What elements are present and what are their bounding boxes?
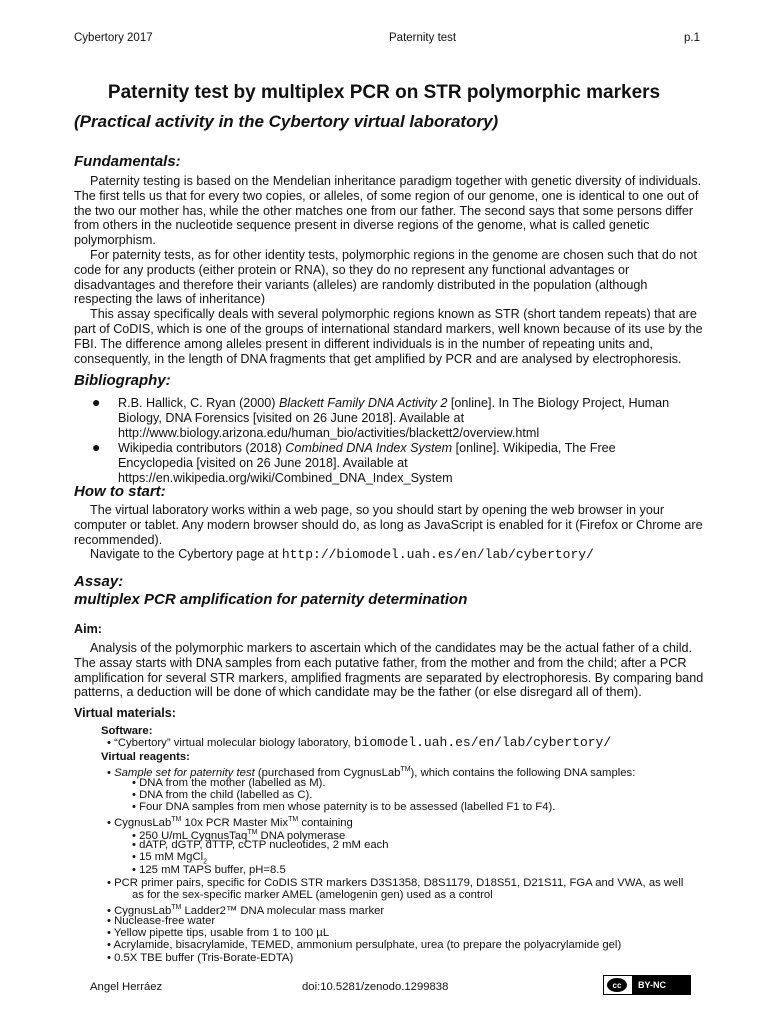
page-subtitle: (Practical activity in the Cybertory virtual laboratory) <box>74 112 499 131</box>
header-left: Cybertory 2017 <box>74 32 153 44</box>
master-mix-taps-buffer: • 125 mM TAPS buffer, pH=8.5 <box>132 864 286 876</box>
reagent-primer-pairs-line2: as for the sex-specific marker AMEL (amelogenin gen) used as a control <box>132 889 493 901</box>
sample-child: • DNA from the child (labelled as C). <box>132 789 313 801</box>
bibliography-item-2: ● Wikipedia contributors (2018) Combined DNA Index System [online]. Wikipedia, The Free Encyclopedia [visited on 26 June 2018]. Available at https://en.wikipedia.org/wiki/Combined_DNA_Index_System <box>92 439 616 485</box>
cybertory-url-link[interactable]: http://biomodel.uah.es/en/lab/cybertory/ <box>281 547 594 563</box>
fundamentals-paragraph-2: For paternity tests, as for other identity tests, polymorphic regions in the genome are chosen such that do not code for any products (either protein or RNA), so they do no represent any functional advantages or disadvantages and therefore their variants (alleles) are randomly distributed in the population (although respecting the laws of inheritance) <box>74 247 697 307</box>
aim-body <box>74 641 706 700</box>
header-page-number: p.1 <box>684 32 700 44</box>
bullet-icon: ● <box>92 394 101 410</box>
header-center: Paternity test <box>389 32 457 44</box>
footer-doi: doi:10.5281/zenodo.1299838 <box>302 981 449 993</box>
reagent-sample-set: • Sample set for paternity test (purchased from CygnusLab™), which contains the following DNA samples: <box>107 766 636 779</box>
reagent-acrylamide: • Acrylamide, bisacrylamide, TEMED, ammonium persulphate, urea (to prepare the polyacrylamide gel) <box>107 939 622 951</box>
sample-mother: • DNA from the mother (labelled as M). <box>132 777 326 789</box>
virtual-materials-heading: Virtual materials: <box>74 706 176 720</box>
reagent-ladder: • CygnusLab™ Ladder2™ DNA molecular mass marker <box>107 904 385 917</box>
how-to-start-heading: How to start: <box>74 483 166 500</box>
creative-commons-icon: cc <box>606 977 628 993</box>
software-url-link[interactable]: biomodel.uah.es/en/lab/cybertory/ <box>353 735 612 750</box>
fundamentals-heading: Fundamentals: <box>74 153 181 170</box>
fundamentals-paragraph-3: This assay specifically deals with several polymorphic regions known as STR (short tandem repeats) that are part of CoDIS, which is one of the groups of international standard markers, well known because of its use by the FBI. The difference among alleles present in different individuals is in the number of repeating units and, consequently, in the length of DNA fragments that get amplified by PCR and are analysed by electrophoresis. <box>74 307 703 366</box>
master-mix-polymerase: • 250 U/mL CygnusTaq™ DNA polymerase <box>132 829 346 842</box>
reagent-water: • Nuclease-free water <box>107 915 216 927</box>
virtual-reagents-heading: Virtual reagents: <box>101 751 190 763</box>
reagent-tbe-buffer: • 0.5X TBE buffer (Tris-Borate-EDTA) <box>107 952 294 964</box>
assay-heading: Assay: <box>74 573 124 590</box>
reagent-pipette-tips: • Yellow pipette tips, usable from 1 to 100 µL <box>107 927 330 939</box>
fundamentals-body <box>74 174 706 366</box>
fundamentals-paragraph-1: Paternity testing is based on the Mendelian inheritance paradigm together with genetic diversity of individuals. The first tells us that for every two copies, or alleles, of some region of our genome, one is identical to one out of the two our mother has, while the other matches one from our father. The second says that some persons differ from others in the nucleotide sequence present in diverse regions of the genome, what is called genetic polymorphism. <box>74 174 702 248</box>
license-label: BY-NC <box>632 976 690 994</box>
assay-subheading: multiplex PCR amplification for paternity determination <box>74 591 468 608</box>
bullet-icon: ● <box>92 439 101 455</box>
how-to-start-paragraph: The virtual laboratory works within a web page, so you should start by opening the web browser in your computer or tablet. Any modern browser should do, as long as JavaScript is enabled for it (Firefox or Chrome are recommended). <box>74 503 703 547</box>
bibliography-heading: Bibliography: <box>74 372 171 389</box>
aim-heading: Aim: <box>74 622 102 636</box>
aim-paragraph: Analysis of the polymorphic markers to ascertain which of the candidates may be the actual father of a child. The assay starts with DNA samples from each putative father, from the mother and from the child; after a PCR amplification for several STR markers, amplified fragments are separated by electrophoresis. By comparing band patterns, a deduction will be done of which candidate may be the father (or else disregard all of them). <box>74 641 704 700</box>
sample-fathers: • Four DNA samples from men whose paternity is to be assessed (labelled F1 to F4). <box>132 801 556 813</box>
master-mix-nucleotides: • dATP, dGTP, dTTP, cCTP nucleotides, 2 mM each <box>132 839 389 851</box>
footer-author: Angel Herráez <box>90 981 163 993</box>
cc-license-badge <box>603 975 691 995</box>
reagent-master-mix: • CygnusLab™ 10x PCR Master Mix™ containing <box>107 816 353 829</box>
how-to-start-body <box>74 503 706 563</box>
reagent-primer-pairs-line1: • PCR primer pairs, specific for CoDIS STR markers D3S1358, D8S1179, D18S51, D21S11, FGA and VWA, as well <box>107 877 684 889</box>
software-item: • “Cybertory” virtual molecular biology laboratory, biomodel.uah.es/en/lab/cybertory/ <box>107 735 612 750</box>
master-mix-mgcl2: • 15 mM MgCl$_2$ <box>132 851 208 866</box>
cybertory-link-line: Navigate to the Cybertory page at http://biomodel.uah.es/en/lab/cybertory/ <box>90 547 594 563</box>
software-heading: Software: <box>101 725 153 737</box>
bibliography-item-1: ● R.B. Hallick, C. Ryan (2000) Blackett Family DNA Activity 2 [online]. In The Biology Project, Human Biology, DNA Forensics [visited on 26 June 2018]. Available at http://www.biology.arizona.edu/human_bio/activities/blackett2/overview.html <box>92 394 670 440</box>
page-title: Paternity test by multiplex PCR on STR polymorphic markers <box>107 82 661 103</box>
